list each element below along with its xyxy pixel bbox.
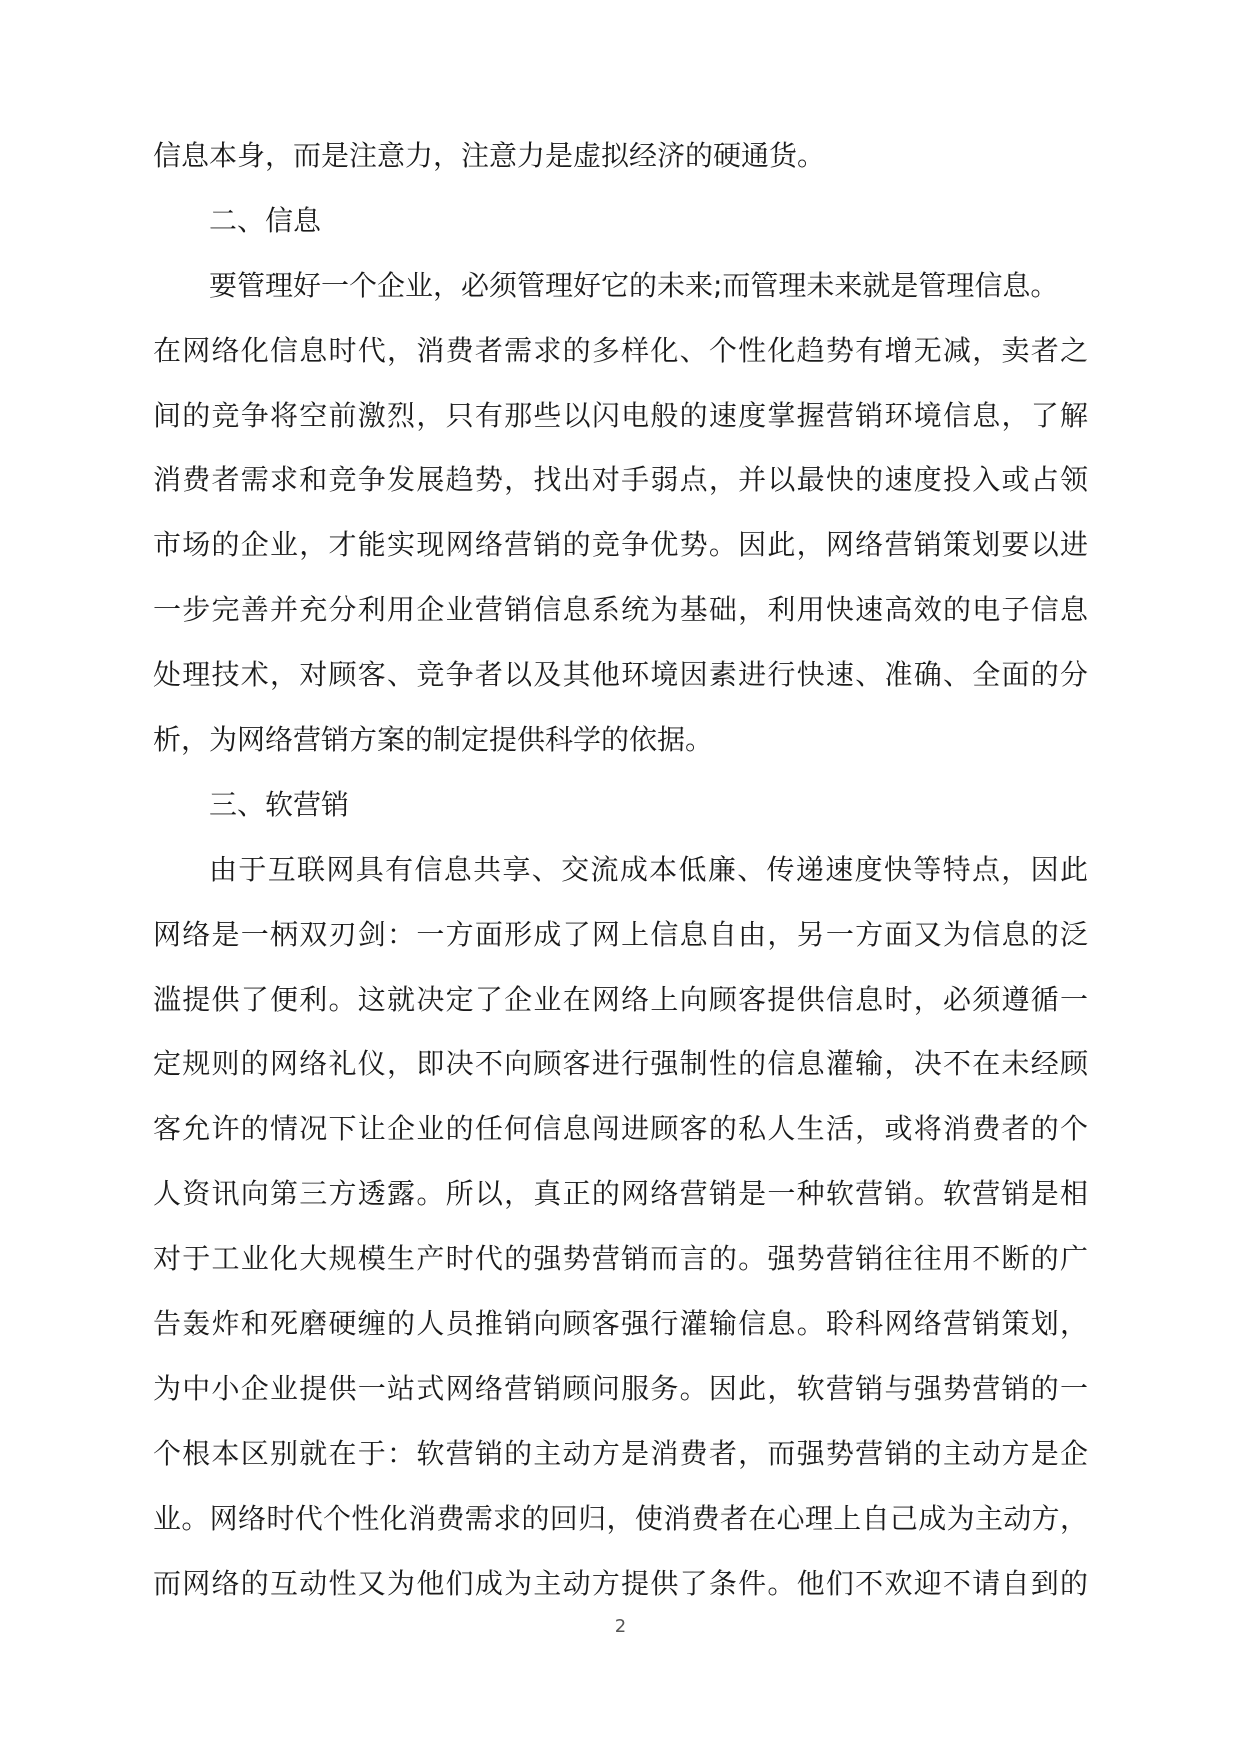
- text-line: 信息本身，而是注意力，注意力是虚拟经济的硬通货。: [153, 139, 826, 172]
- text-line: 为中小企业提供一站式网络营销顾问服务。因此，软营销与强势营销的一: [153, 1371, 1088, 1405]
- text-line: 一步完善并充分利用企业营销信息系统为基础，利用快速高效的电子信息: [153, 593, 1088, 627]
- text-line: 在网络化信息时代，消费者需求的多样化、个性化趋势有增无减，卖者之: [153, 333, 1088, 367]
- text-line: 消费者需求和竞争发展趋势，找出对手弱点，并以最快的速度投入或占领: [153, 463, 1088, 497]
- body-text: [153, 124, 1088, 1616]
- page-number: 2: [614, 1616, 627, 1637]
- text-line: 处理技术，对顾客、竞争者以及其他环境因素进行快速、准确、全面的分: [153, 658, 1088, 692]
- text-line: 而网络的互动性又为他们成为主动方提供了条件。他们不欢迎不请自到的: [153, 1566, 1088, 1600]
- text-line: 个根本区别就在于：软营销的主动方是消费者，而强势营销的主动方是企: [153, 1436, 1088, 1470]
- text-line: 对于工业化大规模生产时代的强势营销而言的。强势营销往往用不断的广: [153, 1242, 1088, 1276]
- text-line: 客允许的情况下让企业的任何信息闯进顾客的私人生活，或将消费者的个: [153, 1112, 1088, 1146]
- text-line: 告轰炸和死磨硬缠的人员推销向顾客强行灌输信息。聆科网络营销策划，: [153, 1307, 1088, 1341]
- text-line: 人资讯向第三方透露。所以，真正的网络营销是一种软营销。软营销是相: [153, 1177, 1088, 1211]
- text-line: 滥提供了便利。这就决定了企业在网络上向顾客提供信息时，必须遵循一: [153, 982, 1088, 1016]
- text-line: 由于互联网具有信息共享、交流成本低廉、传递速度快等特点，因此: [209, 852, 1088, 886]
- text-line: 析，为网络营销方案的制定提供科学的依据。: [153, 723, 714, 757]
- text-line: 间的竞争将空前激烈，只有那些以闪电般的速度掌握营销环境信息，了解: [153, 398, 1088, 432]
- text-line: 定规则的网络礼仪，即决不向顾客进行强制性的信息灌输，决不在未经顾: [153, 1047, 1088, 1081]
- section-heading-info: 二、信息: [209, 203, 322, 237]
- text-line: 业。网络时代个性化消费需求的回归，使消费者在心理上自己成为主动方，: [153, 1501, 1088, 1535]
- text-line: 网络是一柄双刃剑：一方面形成了网上信息自由，另一方面又为信息的泛: [153, 917, 1088, 951]
- text-line: 市场的企业，才能实现网络营销的竞争优势。因此，网络营销策划要以进: [153, 528, 1088, 562]
- text-line: 要管理好一个企业，必须管理好它的未来;而管理未来就是管理信息。: [209, 268, 1059, 302]
- section-heading-soft-marketing: 三、软营销: [209, 787, 350, 821]
